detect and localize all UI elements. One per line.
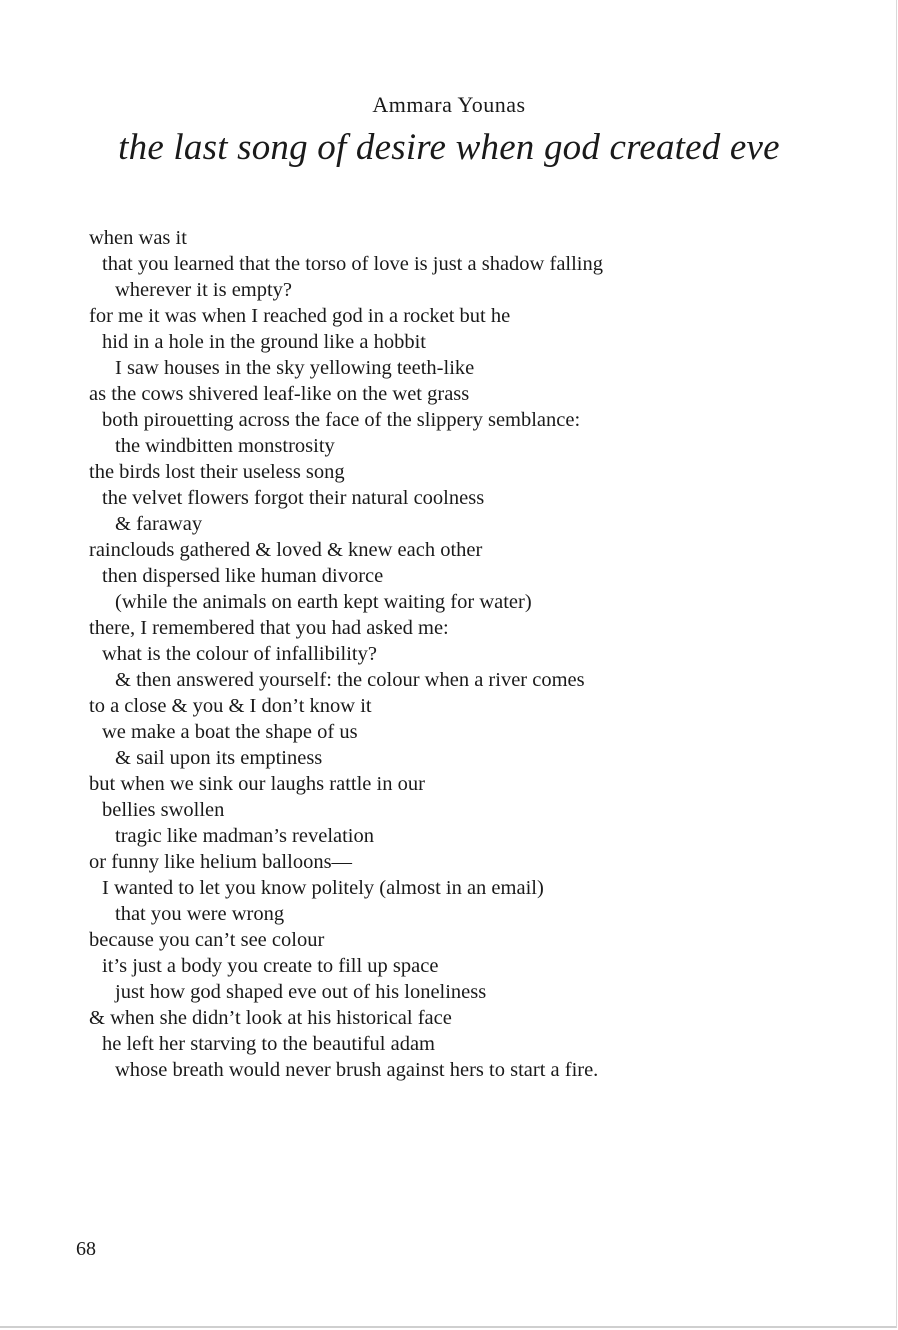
poem-line: to a close & you & I don’t know it xyxy=(89,695,372,717)
poem-line: for me it was when I reached god in a rocket but he xyxy=(89,305,511,327)
poem-line: or funny like helium balloons— xyxy=(89,851,353,873)
poem-line: I saw houses in the sky yellowing teeth-like xyxy=(115,357,475,379)
poem-line: just how god shaped eve out of his loneliness xyxy=(115,981,487,1003)
poem-line: wherever it is empty? xyxy=(115,279,293,301)
poem-line: as the cows shivered leaf-like on the wet grass xyxy=(89,383,470,405)
poem-line: & sail upon its emptiness xyxy=(115,747,323,769)
poem-line: we make a boat the shape of us xyxy=(102,721,358,743)
poem-line: that you learned that the torso of love is just a shadow falling xyxy=(102,253,603,275)
poem-line: the velvet flowers forgot their natural coolness xyxy=(102,487,485,509)
poem-line: that you were wrong xyxy=(115,903,285,925)
poem-line: both pirouetting across the face of the slippery semblance: xyxy=(102,409,581,431)
poem-line: (while the animals on earth kept waiting for water) xyxy=(115,591,532,613)
poem-line: & then answered yourself: the colour when a river comes xyxy=(115,669,585,691)
poem-line: then dispersed like human divorce xyxy=(102,565,384,587)
author-name: Ammara Younas xyxy=(372,92,526,117)
poem-line: when was it xyxy=(89,227,187,249)
poem-line: rainclouds gathered & loved & knew each other xyxy=(89,539,483,561)
poem-line: I wanted to let you know politely (almost in an email) xyxy=(102,877,544,899)
poem-line: & when she didn’t look at his historical face xyxy=(89,1007,452,1029)
poem-line: because you can’t see colour xyxy=(89,929,325,951)
poem-title: the last song of desire when god created eve xyxy=(118,127,780,168)
poem-line: tragic like madman’s revelation xyxy=(115,825,375,847)
poem-line: he left her starving to the beautiful adam xyxy=(102,1033,436,1055)
poem-line: but when we sink our laughs rattle in our xyxy=(89,773,425,795)
poem-line: it’s just a body you create to fill up space xyxy=(102,955,439,977)
page-number: 68 xyxy=(76,1238,96,1260)
poem-line: whose breath would never brush against hers to start a fire. xyxy=(115,1059,599,1081)
poem-body xyxy=(89,225,849,1083)
poem-line: there, I remembered that you had asked me: xyxy=(89,617,449,639)
poem-line: the windbitten monstrosity xyxy=(115,435,335,457)
poem-line: hid in a hole in the ground like a hobbit xyxy=(102,331,426,353)
poem-line: the birds lost their useless song xyxy=(89,461,345,483)
poem-line: bellies swollen xyxy=(102,799,225,821)
poem-line: & faraway xyxy=(115,513,203,535)
poem-line: what is the colour of infallibility? xyxy=(102,643,377,665)
